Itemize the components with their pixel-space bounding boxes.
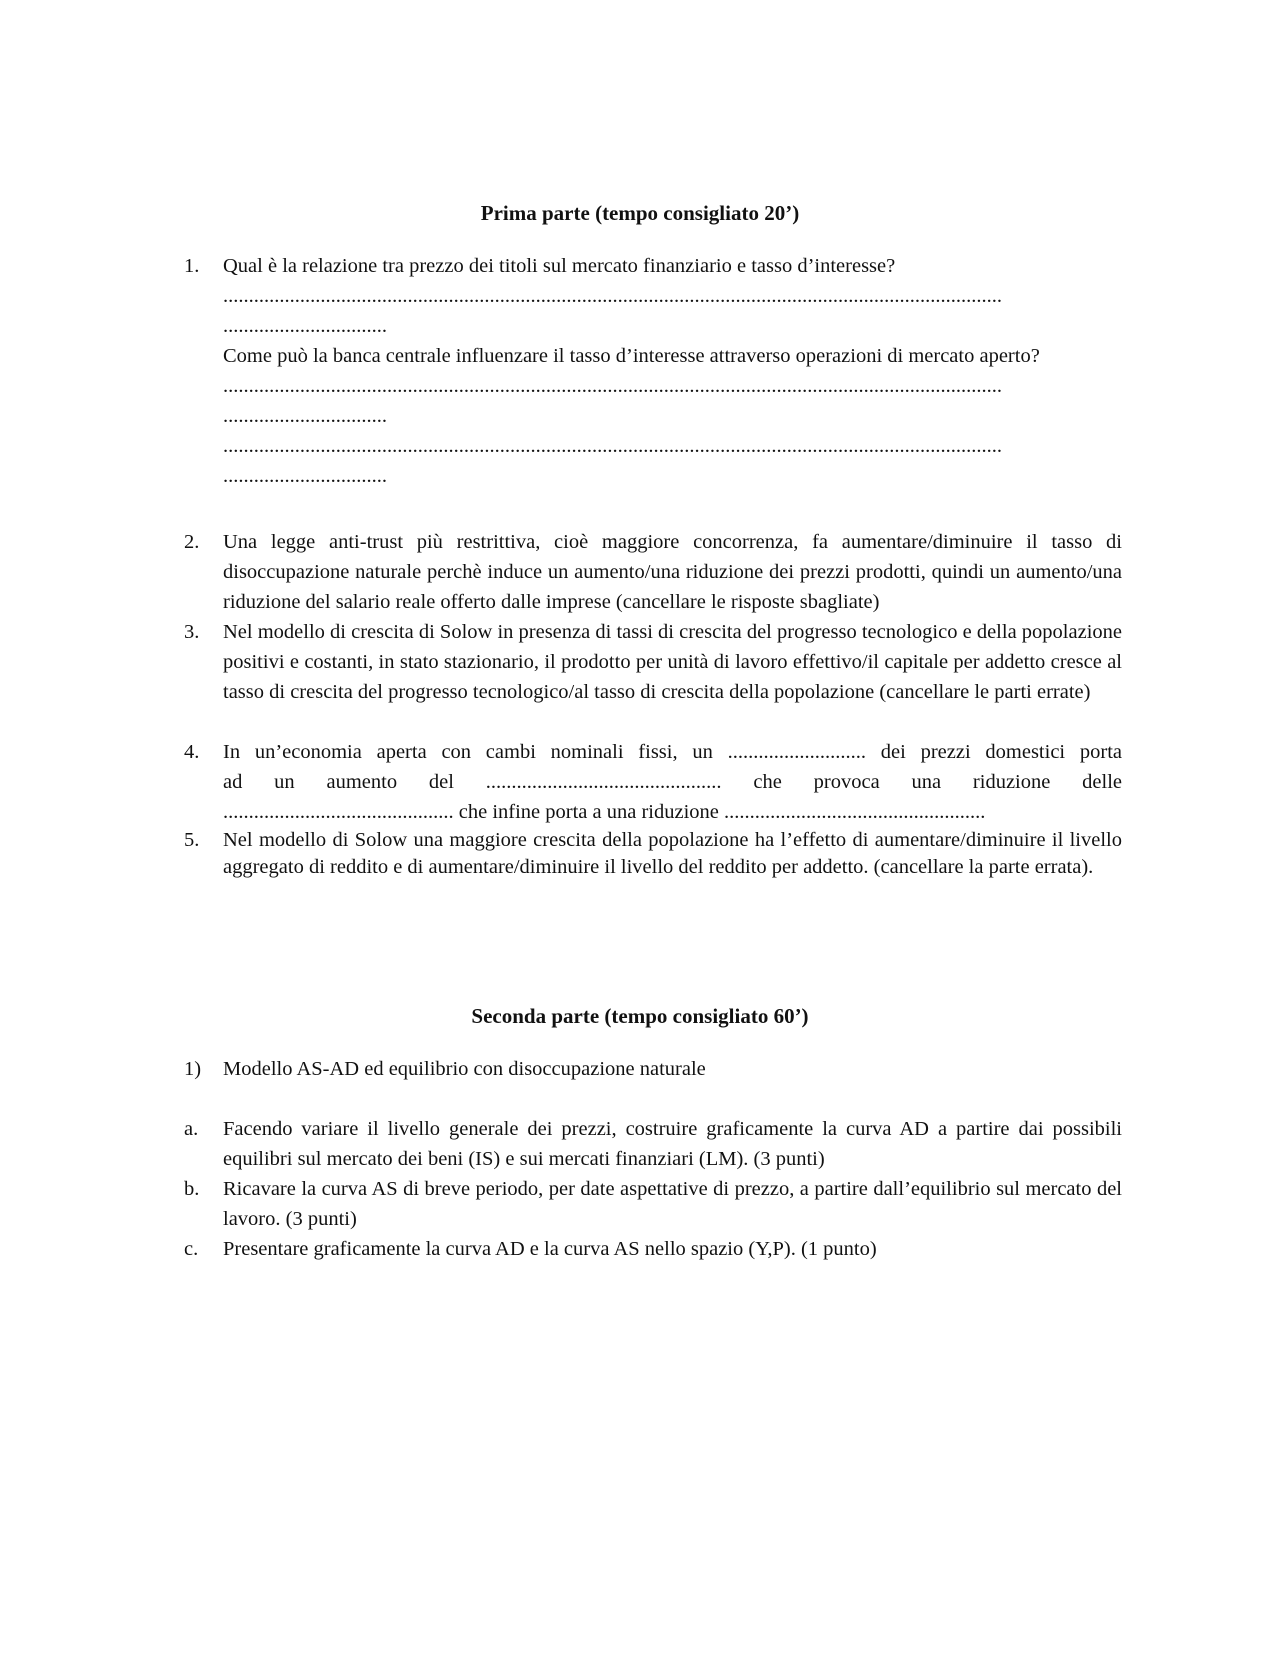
subitem-a-text: Facendo variare il livello generale dei prezzi, costruire graficamente la curva AD a partire dai possibili equilibri sul mercato dei beni (IS) e sui mercati finanziari (LM). (3 punti)	[223, 1118, 1122, 1170]
question-number: 4.	[184, 741, 200, 763]
subitem-c	[184, 1234, 1122, 1264]
fill-in-blank-3[interactable]: .............................................	[223, 801, 454, 823]
question-number: 2.	[184, 531, 200, 553]
exercise-1	[184, 1054, 1122, 1084]
question-number: 1.	[184, 255, 200, 277]
question-1a-text: Qual è la relazione tra prezzo dei titoli sul mercato finanziario e tasso d’interesse?	[223, 255, 896, 277]
answer-line: ........................................................................................................................................................	[223, 435, 1002, 457]
question-4-text	[223, 737, 1122, 827]
question-1b-text: Come può la banca centrale influenzare il tasso d’interesse attraverso operazioni di mercato aperto?	[223, 345, 1040, 367]
fill-in-blank-2[interactable]: ..............................................	[485, 771, 722, 793]
question-2	[184, 527, 1122, 617]
answer-line: ................................	[223, 465, 387, 487]
subitem-a	[184, 1114, 1122, 1174]
exercise-number: 1)	[184, 1058, 202, 1080]
question-4-part-1: In un’economia aperta con cambi nominali fissi, un	[223, 741, 713, 763]
question-2-text: Una legge anti-trust più restrittiva, cioè maggiore concorrenza, fa aumentare/diminuire il tasso di disoccupazione naturale perchè induce un aumento/una riduzione dei prezzi prodotti, quindi un aumento/una riduzione del salario reale offerto dalle imprese (cancellare le risposte sbagliate)	[223, 531, 1122, 613]
answer-line: ........................................................................................................................................................	[223, 285, 1002, 307]
question-4-part-3: che provoca una riduzione delle	[753, 771, 1123, 793]
question-4-part-2a: dei prezzi domestici porta	[880, 741, 1122, 763]
question-number: 3.	[184, 621, 200, 643]
question-4	[184, 737, 1122, 827]
question-4-part-2b: ad un aumento del	[223, 771, 454, 793]
fill-in-blank-4[interactable]: ...................................................	[724, 801, 986, 823]
subitem-letter: a.	[184, 1118, 199, 1140]
question-5	[184, 827, 1122, 881]
subitem-b-text: Ricavare la curva AS di breve periodo, per date aspettative di prezzo, a partire dall’equilibrio sul mercato del lavoro. (3 punti)	[223, 1178, 1122, 1230]
question-5-text: Nel modello di Solow una maggiore crescita della popolazione ha l’effetto di aumentare/diminuire il livello aggregato di reddito e di aumentare/diminuire il livello del reddito per addetto. (cancellare la parte errata).	[223, 829, 1122, 878]
question-1	[184, 251, 1122, 491]
answer-line: ........................................................................................................................................................	[223, 375, 1002, 397]
question-number: 5.	[184, 829, 200, 851]
subitem-letter: b.	[184, 1178, 200, 1200]
subitem-b	[184, 1174, 1122, 1234]
answer-line: ................................	[223, 405, 387, 427]
question-4-part-4: che infine porta a una riduzione	[458, 801, 719, 823]
part2-title: Seconda parte (tempo consigliato 60’)	[471, 1004, 809, 1028]
answer-line: ................................	[223, 315, 387, 337]
question-3	[184, 617, 1122, 707]
question-3-text: Nel modello di crescita di Solow in presenza di tassi di crescita del progresso tecnologico e della popolazione positivi e costanti, in stato stazionario, il prodotto per unità di lavoro effettivo/il capitale per addetto cresce al tasso di crescita del progresso tecnologico/al tasso di crescita della popolazione (cancellare le parti errate)	[223, 621, 1122, 703]
fill-in-blank-1[interactable]: ...........................	[727, 741, 866, 763]
subitem-letter: c.	[184, 1238, 199, 1260]
part1-title: Prima parte (tempo consigliato 20’)	[480, 201, 800, 225]
subitem-c-text: Presentare graficamente la curva AD e la curva AS nello spazio (Y,P). (1 punto)	[223, 1238, 877, 1260]
exercise-1-text: Modello AS-AD ed equilibrio con disoccupazione naturale	[223, 1058, 706, 1080]
